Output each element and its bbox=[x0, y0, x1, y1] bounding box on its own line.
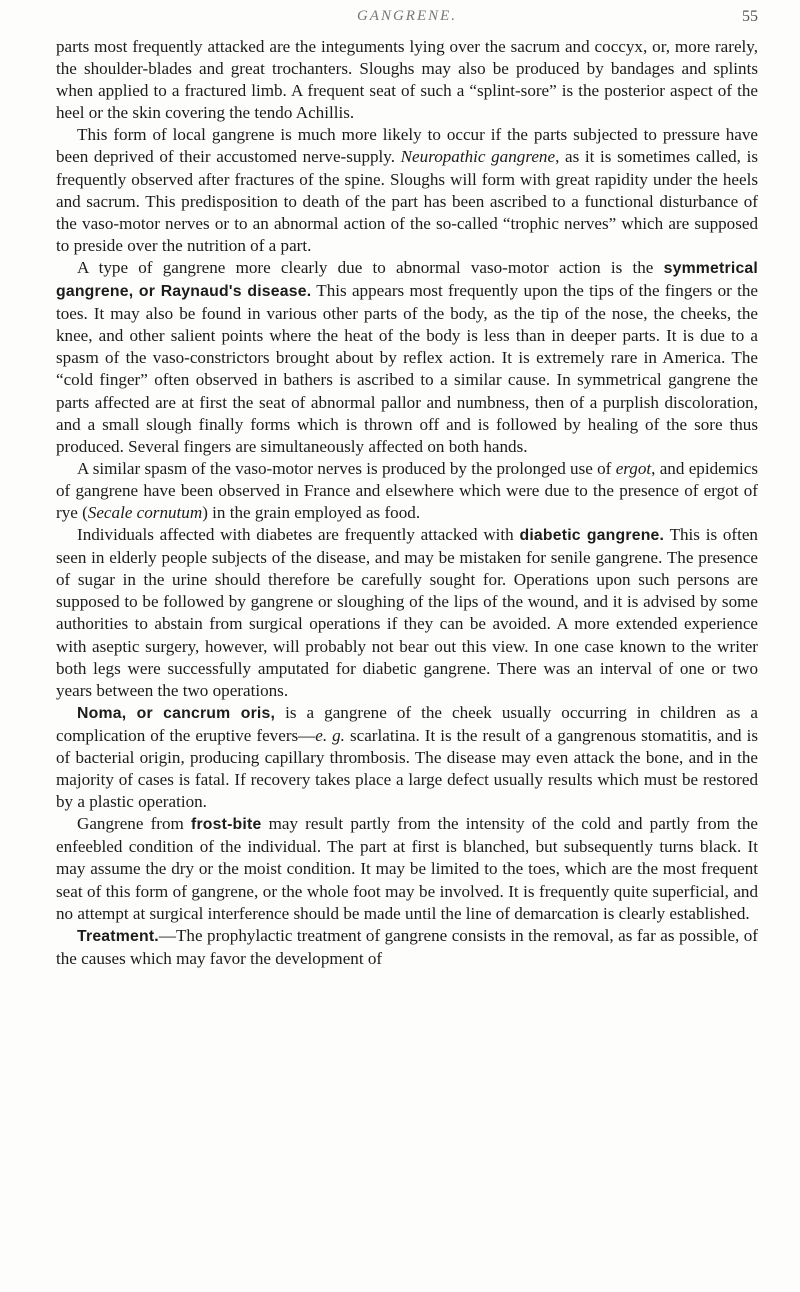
paragraph-text: is a gangrene of the cheek usually occurring in children as a complication of the eruptive fevers— bbox=[56, 702, 758, 745]
paragraph-text: , and epidemics of gangrene have been observed in France and elsewhere which were due to the presence of ergot of rye ( bbox=[56, 458, 758, 522]
paragraph-text: A similar spasm of the vaso-motor nerves is produced by the prolonged use of bbox=[77, 458, 616, 478]
paragraph-text: Gangrene from bbox=[77, 814, 191, 834]
paragraph bbox=[56, 925, 758, 970]
paragraph bbox=[56, 458, 758, 524]
paragraph bbox=[56, 124, 758, 257]
paragraph-text: A type of gangrene more clearly due to abnormal vaso-motor action is the bbox=[77, 257, 664, 277]
paragraph-text: may result partly from the intensity of the cold and partly from the enfeebled condition of the individual. The part at first is blanched, but subsequently turns black. It may assume the dry or the moist condition. It may be limited to the toes, which are the most frequent seat of this form of gangrene, or the whole foot may be involved. It is frequently quite superficial, and no attempt at surgical interference should be made until the line of demarcation is clearly established. bbox=[56, 814, 758, 923]
paragraph-text: Individuals affected with diabetes are frequently attacked with bbox=[77, 525, 520, 545]
topic-heading: Noma, or cancrum oris, bbox=[77, 704, 276, 722]
paragraph-text: This form of local gangrene is much more likely to occur if the parts subjected to pressure have been deprived of their accustomed nerve-supply. bbox=[56, 125, 758, 167]
paragraph bbox=[56, 36, 758, 124]
page-number: 55 bbox=[742, 8, 758, 25]
paragraph-text: , as it is sometimes called, is frequently observed after fractures of the spine. Sloughs will form with great rapidity under the heels and sacrum. This predisposition to death of the part has been ascribed to a functional disturbance of the vaso-motor nerves or to an abnormal action of the so-called “trophic nerves” which are supposed to preside over the nutrition of a part. bbox=[56, 147, 758, 255]
paragraph-text: parts most frequently attacked are the integuments lying over the sacrum and coccyx, or, more rarely, the shoulder-blades and great trochanters. Sloughs may also be produced by bandages and splints when applied to a fractured limb. A frequent seat of such a “splint-sore” is the posterior aspect of the heel or the skin covering the tendo Achillis. bbox=[56, 37, 758, 123]
running-title: GANGRENE. bbox=[356, 8, 458, 24]
paragraph-text: scarlatina. It is the result of a gangrenous stomatitis, and is of bacterial origin, producing capillary thrombosis. The disease may even attack the bone, and in the majority of cases is fatal. If recovery takes place a large defect usually results which must be restored by a plastic operation. bbox=[56, 725, 758, 812]
running-header bbox=[56, 8, 758, 32]
topic-heading: diabetic gangrene. bbox=[519, 527, 665, 545]
italic-term: ergot bbox=[615, 458, 652, 478]
paragraph bbox=[56, 813, 758, 924]
topic-heading: frost-bite bbox=[190, 816, 262, 834]
paragraph bbox=[56, 702, 758, 813]
italic-term: Neuropathic gangrene bbox=[400, 147, 556, 167]
paragraph-text: This appears most frequently upon the tips of the fingers or the toes. It may also be found in various other parts of the body, as the tip of the nose, the cheeks, the knee, and other salient points where the heat of the body is less than in deeper parts. It is due to a spasm of the vaso-constrictors brought about by reflex action. It is extremely rare in America. The “cold finger” often observed in bathers is ascribed to a similar cause. In symmetrical gangrene the parts affected are at first the seat of abnormal pallor and numbness, then of a purplish discoloration, and a small slough finally forms which is thrown off and is followed by healing of the sore thus produced. Several fingers are simultaneously affected on both hands. bbox=[56, 281, 759, 456]
italic-term: e. g. bbox=[315, 725, 345, 745]
paragraph bbox=[56, 524, 758, 702]
paragraph-text: ) in the grain employed as food. bbox=[202, 502, 421, 522]
body-text bbox=[56, 36, 758, 970]
topic-heading: Treatment. bbox=[77, 927, 159, 945]
paragraph-text: —The prophylactic treatment of gangrene consists in the removal, as far as possible, of the causes which may favor the development of bbox=[56, 925, 758, 968]
italic-term: Secale cornutum bbox=[87, 502, 203, 522]
paragraph bbox=[56, 257, 758, 458]
topic-heading: symmetrical gangrene, or Raynaud's disease. bbox=[56, 259, 758, 301]
paragraph-text: This is often seen in elderly people subjects of the disease, and may be mistaken for senile gangrene. The presence of sugar in the urine should therefore be carefully sought for. Operations upon such persons are supposed to be followed by gangrene or sloughing of the lips of the wound, and it is advised by some authorities to abstain from surgical operations if they can be avoided. A more extended experience with aseptic surgery, however, will probably not bear out this view. In one case known to the writer both legs were successfully amputated for diabetic gangrene. There was an interval of one or two years between the two operations. bbox=[56, 525, 758, 700]
